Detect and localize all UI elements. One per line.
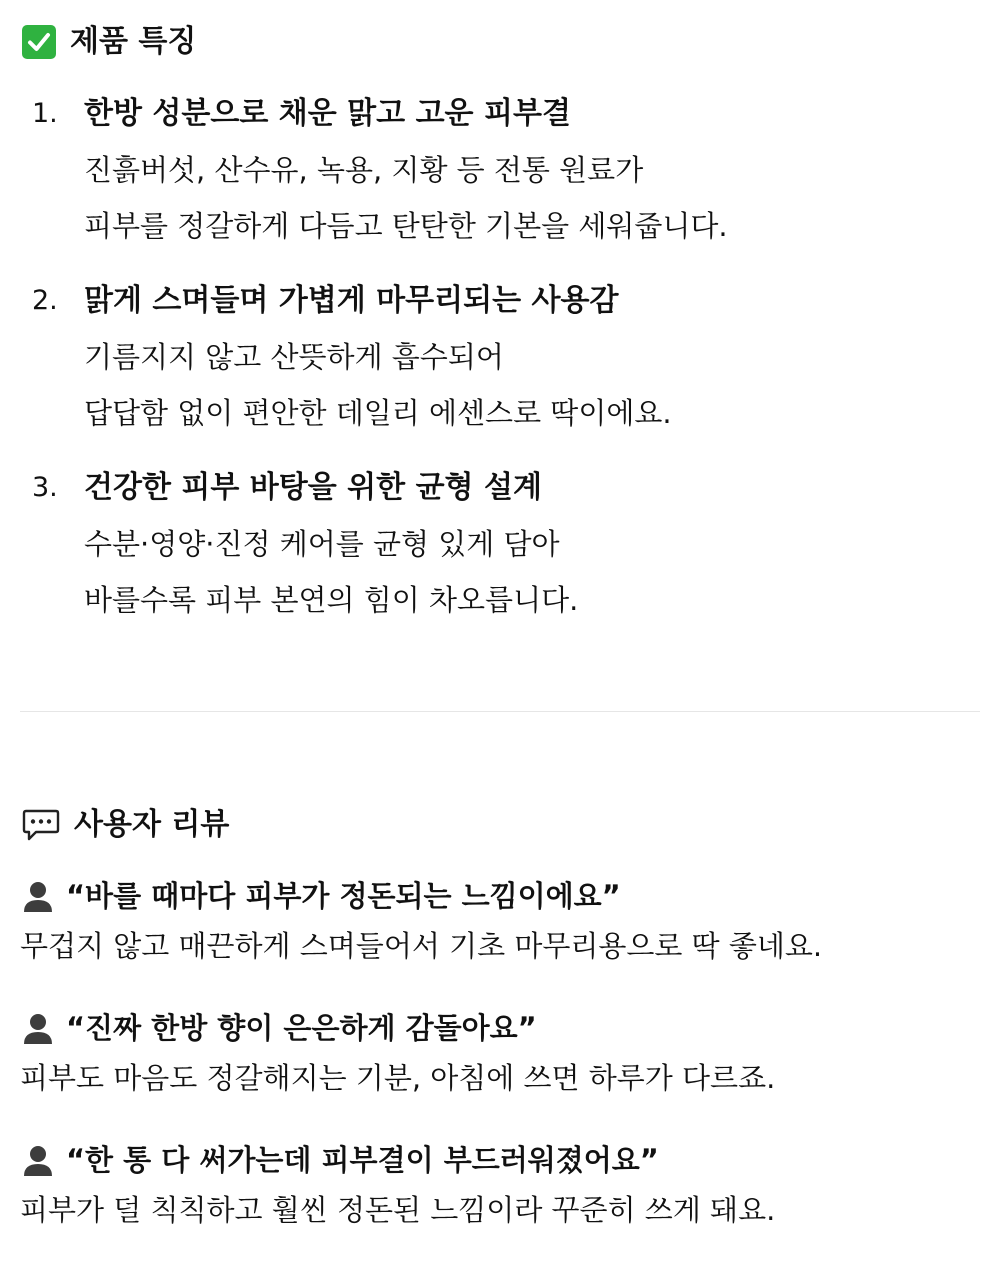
feature-title-row: [32, 468, 972, 508]
review-text: 무겁지 않고 매끈하게 스며들어서 기초 마무리용으로 딱 좋네요.: [20, 929, 823, 963]
features-header: [22, 22, 196, 62]
feature-description-line: 답답함 없이 편안한 데일리 에센스로 딱이에요.: [84, 396, 672, 430]
feature-title: 맑게 스며들며 가볍게 마무리되는 사용감: [84, 283, 619, 318]
feature-number: 2.: [32, 285, 58, 316]
person-icon: [20, 1010, 56, 1046]
reviews-header: [22, 805, 229, 845]
review-head: [20, 876, 980, 916]
section-divider: [20, 711, 980, 712]
feature-description: [84, 142, 972, 254]
feature-description: [84, 516, 972, 628]
review-item: [20, 876, 980, 966]
feature-description-line: 기름지지 않고 산뜻하게 흡수되어: [84, 340, 504, 374]
feature-number: 3.: [32, 472, 58, 503]
person-icon: [20, 878, 56, 914]
feature-description-line: 바를수록 피부 본연의 힘이 차오릅니다.: [84, 583, 579, 617]
review-quote: “바를 때마다 피부가 정돈되는 느낌이에요”: [66, 879, 621, 913]
features-title: 제품 특징: [70, 24, 197, 59]
feature-item: [32, 468, 972, 628]
feature-title-row: [32, 281, 972, 321]
review-quote: “진짜 한방 향이 은은하게 감돌아요”: [66, 1011, 537, 1045]
feature-description: [84, 329, 972, 441]
feature-title: 건강한 피부 바탕을 위한 균형 설계: [84, 470, 542, 505]
review-head: [20, 1008, 980, 1048]
feature-number: 1.: [32, 98, 58, 129]
review-text: 피부가 덜 칙칙하고 훨씬 정돈된 느낌이라 꾸준히 쓰게 돼요.: [20, 1193, 776, 1227]
review-item: [20, 1140, 980, 1230]
check-mark-icon: [22, 25, 56, 59]
reviews-title: 사용자 리뷰: [74, 807, 230, 842]
feature-title-row: [32, 94, 972, 134]
feature-description-line: 진흙버섯, 산수유, 녹용, 지황 등 전통 원료가: [84, 153, 644, 187]
feature-description-line: 피부를 정갈하게 다듬고 탄탄한 기본을 세워줍니다.: [84, 209, 728, 243]
person-icon: [20, 1142, 56, 1178]
speech-bubble-icon: [22, 808, 60, 842]
feature-item: [32, 281, 972, 441]
review-item: [20, 1008, 980, 1098]
review-quote: “한 통 다 써가는데 피부결이 부드러워졌어요”: [66, 1143, 659, 1177]
review-text: 피부도 마음도 정갈해지는 기분, 아침에 쓰면 하루가 다르죠.: [20, 1061, 776, 1095]
feature-item: [32, 94, 972, 254]
feature-description-line: 수분·영양·진정 케어를 균형 있게 담아: [84, 527, 560, 561]
review-head: [20, 1140, 980, 1180]
feature-title: 한방 성분으로 채운 맑고 고운 피부결: [84, 96, 571, 131]
